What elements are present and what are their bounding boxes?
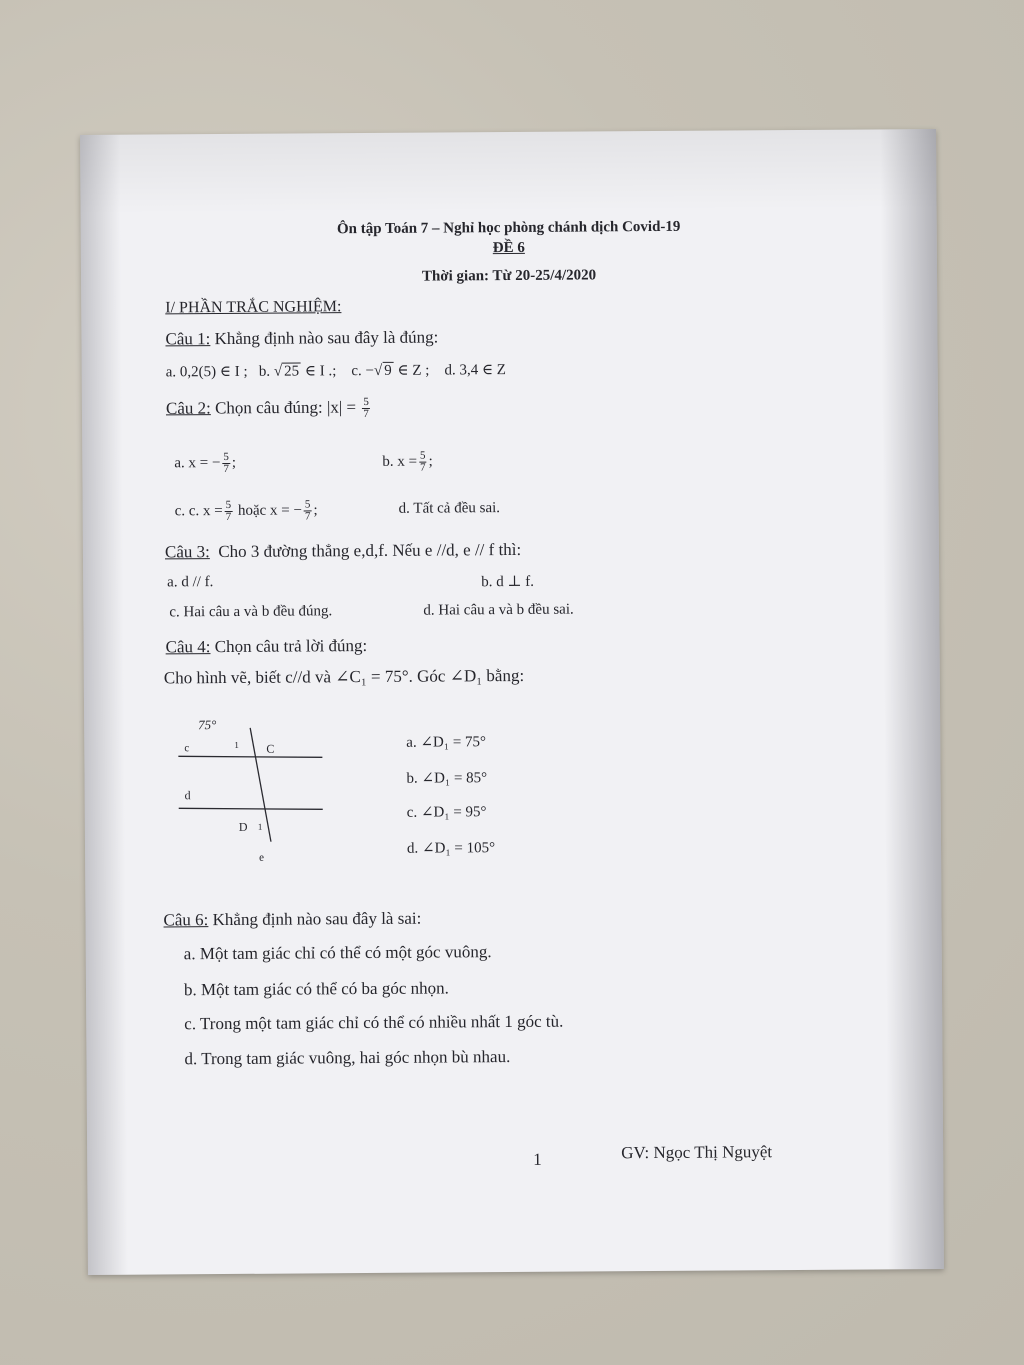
question-6-text: Khẳng định nào sau đây là sai: (212, 908, 422, 930)
question-2 (166, 397, 372, 421)
fraction: $\frac{5}{7}$ (363, 395, 369, 421)
q1-option-c: c. −√ 9 ∈ Z ; (351, 362, 430, 380)
figure-point-one-top: 1 (234, 739, 239, 750)
figure-line-c-label: c (184, 742, 190, 755)
q4-option-b: b. ∠D₁ = 85° (406, 770, 488, 787)
q2-option-b: b. x = $\frac{5}{7}$ ; (382, 449, 433, 474)
question-3-text: Cho 3 đường thẳng e,d,f. Nếu e //d, e // f thì: (218, 539, 522, 562)
q6-option-c: c. Trong một tam giác chỉ có thể có nhiều nhất 1 góc tù. (184, 1011, 564, 1034)
q2-option-c: c. c. x = $\frac{5}{7}$ hoặc x = − $\frac{5}{7}$ ; (174, 498, 318, 523)
figure-angle-label: 75° (198, 717, 217, 733)
figure-line-d-label: d (184, 788, 191, 803)
figure-point-D-label: D (238, 819, 248, 834)
question-4-given: Cho hình vẽ, biết c//d và ∠C₁ = 75°. Góc ∠D₁ bằng: (163, 665, 525, 688)
question-1-text: Khẳng định nào sau đây là đúng: (214, 327, 439, 349)
exam-title: Ôn tập Toán 7 – Nghỉ học phòng chánh dịch Covid-19 (336, 218, 681, 238)
exam-paper (80, 129, 944, 1275)
q4-option-c: c. ∠D₁ = 95° (406, 804, 487, 821)
question-4 (166, 636, 368, 657)
q2-option-a: a. x = − $\frac{5}{7}$ ; (174, 450, 237, 476)
question-4-text: Chọn câu trả lời đúng: (214, 636, 368, 657)
page-number: 1 (533, 1149, 542, 1169)
q4-option-d: d. ∠D₁ = 105° (406, 840, 496, 857)
question-3-label: Câu 3: (164, 542, 210, 562)
q3-option-b: b. d ⊥ f. (481, 573, 535, 591)
question-6 (163, 909, 421, 931)
question-1-options (166, 360, 506, 381)
exam-time: Thời gian: Từ 20-25/4/2020 (421, 267, 597, 285)
figure-point-one-bottom: 1 (257, 821, 263, 832)
question-1-label: Câu 1: (165, 329, 211, 349)
q3-option-c: c. Hai câu a và b đều đúng. (169, 603, 333, 621)
figure-line-e-label: e (259, 851, 265, 864)
q6-option-d: d. Trong tam giác vuông, hai góc nhọn bù nhau. (184, 1047, 511, 1069)
q4-option-a: a. ∠D₁ = 75° (406, 734, 487, 751)
question-2-label: Câu 2: (165, 398, 211, 418)
q6-option-a: a. Một tam giác chỉ có thể có một góc vuông. (183, 942, 492, 964)
q1-option-a: a. 0,2(5) ∈ I ; (165, 363, 248, 381)
q1-option-d: d. 3,4 ∈ Z (444, 362, 507, 379)
question-1 (165, 328, 438, 350)
question-2-text: Chọn câu đúng: |x| = (214, 397, 357, 418)
section-heading: I/ PHẦN TRẮC NGHIỆM: (165, 298, 342, 317)
q2-option-d: d. Tất cả đều sai. (398, 500, 501, 517)
q3-option-d: d. Hai câu a và b đều sai. (423, 601, 574, 619)
question-6-label: Câu 6: (163, 910, 209, 930)
figure-point-C-label: C (266, 741, 275, 756)
q6-option-b: b. Một tam giác có thể có ba góc nhọn. (183, 978, 449, 1000)
teacher-name: GV: Ngọc Thị Nguyệt (621, 1142, 773, 1163)
q1-option-b: b. √ 25 ∈ I .; (258, 363, 337, 380)
q3-option-a: a. d // f. (167, 574, 214, 591)
question-4-label: Câu 4: (165, 637, 211, 657)
exam-number: ĐỀ 6 (492, 239, 525, 257)
question-3 (165, 540, 521, 562)
